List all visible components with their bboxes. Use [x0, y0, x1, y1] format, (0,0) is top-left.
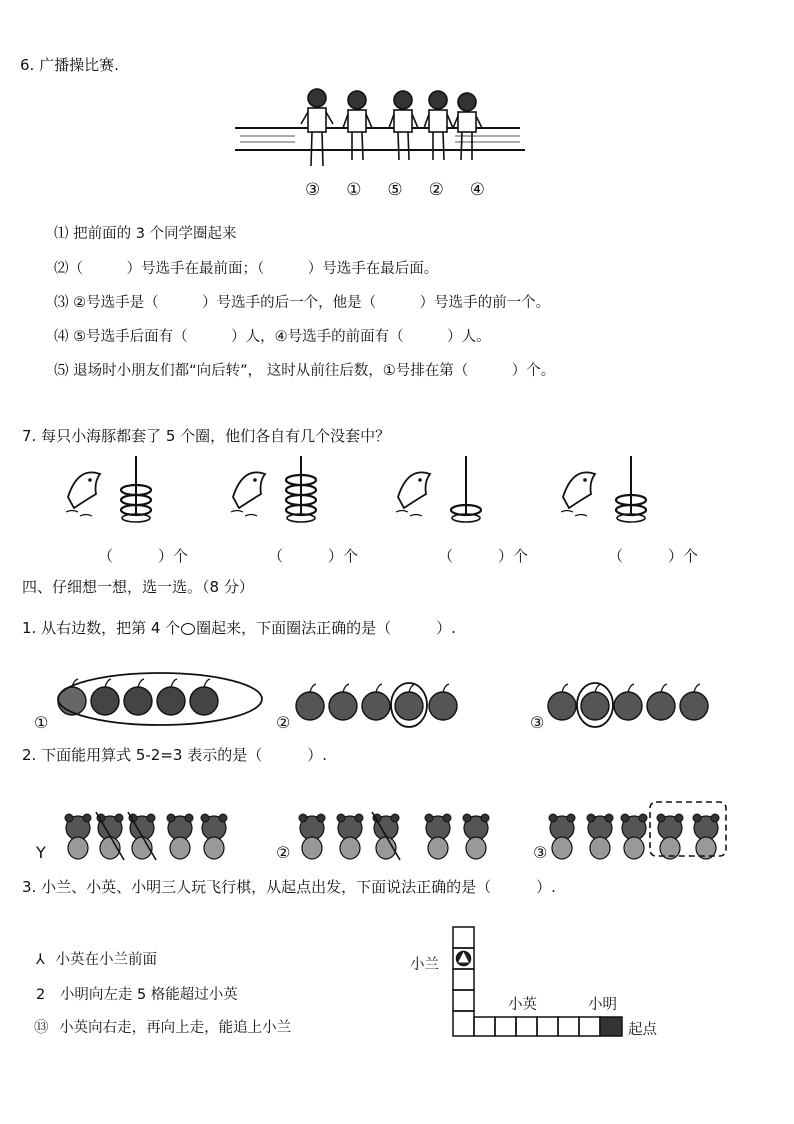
apple-icon: [647, 692, 675, 720]
apple-icon: [680, 692, 708, 720]
s4-q1-title-end: 圈起来，下面圈法正确的是（ ）.: [196, 619, 456, 637]
apple-icon: [429, 692, 457, 720]
option-mark: ⅄: [36, 952, 45, 968]
dolphin-icon: [68, 472, 100, 508]
s4-q1-option-3[interactable]: ③: [530, 713, 545, 732]
s4-q2-title: 2. 下面能用算式 5-2=3 表示的是（ ）.: [22, 746, 327, 764]
runner-number: ④: [469, 180, 485, 200]
dolphin-icon: [563, 472, 595, 508]
runner-number: ②: [428, 180, 444, 200]
apple-icon: [395, 692, 423, 720]
section4-title: 四、仔细想一想，选一选。（8 分）: [22, 578, 254, 596]
q7-answers: [98, 545, 698, 566]
dolphin-group: [231, 456, 316, 522]
q7-answer-blank[interactable]: （ ）个: [607, 547, 698, 565]
q6-item-5: ⑸ 退场时小朋友们都“向后转”， 这时从前往后数，①号排在第（ ）个。: [54, 363, 556, 379]
bear-options-illustration: [30, 798, 760, 868]
runners-illustration: [235, 88, 535, 173]
dolphin-icon: [398, 472, 430, 508]
s4-q2-option-2[interactable]: ②: [276, 843, 291, 862]
apple-icon: [157, 687, 185, 715]
q6-item-4: ⑷ ⑤号选手后面有（ ）人，④号选手的前面有（ ）人。: [54, 329, 491, 345]
dolphin-group: [396, 456, 481, 522]
runner-numbers: [305, 180, 485, 200]
dolphin-group: [66, 456, 151, 522]
apple-icon: [329, 692, 357, 720]
board-label-ming: 小明: [588, 997, 617, 1013]
option-mark: 2: [36, 987, 46, 1003]
q7-title: 7. 每只小海豚都套了 5 个圈，他们各自有几个没套中？: [22, 427, 391, 445]
q6-item-1: ⑴ 把前面的 3 个同学圈起来: [54, 226, 237, 242]
s4-q2-option-3[interactable]: ③: [533, 843, 548, 862]
s4-q1-title-start: 1. 从右边数，把第 4 个: [22, 619, 181, 637]
dolphin-group: [561, 456, 646, 522]
runner-number: ⑤: [387, 180, 403, 200]
apple-icon: [190, 687, 218, 715]
s4-q1-option-1[interactable]: ①: [34, 713, 49, 732]
apple-icon: [91, 687, 119, 715]
board-label-lan: 小兰: [410, 957, 439, 973]
apple-icon: [548, 692, 576, 720]
s4-q1-option-2[interactable]: ②: [276, 713, 291, 732]
q7-answer-blank[interactable]: （ ）个: [437, 547, 528, 565]
q6-title: 6. 广播操比赛.: [20, 56, 119, 74]
q7-answer-blank[interactable]: （ ）个: [98, 547, 189, 565]
runner-number: ①: [346, 180, 362, 200]
s4-q1-title: [22, 617, 456, 638]
s4-q3-option-3[interactable]: [34, 1016, 291, 1037]
q7-answer-blank[interactable]: （ ）个: [267, 547, 358, 565]
board-label-ying: 小英: [508, 997, 537, 1013]
q6-item-3: ⑶ ②号选手是（ ）号选手的后一个，他是（ ）号选手的前一个。: [54, 295, 551, 311]
dolphin-icon: [233, 472, 265, 508]
board-label-start: 起点: [628, 1022, 657, 1038]
option-text: 小英在小兰前面: [55, 952, 157, 968]
option-text: 小明向左走 5 格能超过小英: [59, 987, 238, 1003]
s4-q3-title: 3. 小兰、小英、小明三人玩飞行棋，从起点出发，下面说法正确的是（ ）.: [22, 878, 556, 896]
option-text: 小英向右走，再向上走，能追上小兰: [59, 1020, 292, 1036]
apple-icon: [296, 692, 324, 720]
apple-icon: [362, 692, 390, 720]
s4-q2-option-1[interactable]: Y: [36, 843, 46, 862]
apple-options-illustration: [30, 665, 770, 735]
flight-chess-board: [450, 925, 640, 1045]
apple-icon: [614, 692, 642, 720]
apple-icon: [581, 692, 609, 720]
small-circle-icon: [181, 623, 195, 635]
apple-icon: [124, 687, 152, 715]
q6-item-2: ⑵（ ）号选手在最前面；（ ）号选手在最后面。: [54, 261, 439, 277]
s4-q3-option-1[interactable]: [36, 948, 157, 969]
option-mark: ⑬: [34, 1020, 49, 1036]
runner-number: ③: [305, 180, 321, 200]
s4-q3-option-2[interactable]: [36, 983, 238, 1004]
dolphin-ring-illustrations: [60, 452, 760, 532]
